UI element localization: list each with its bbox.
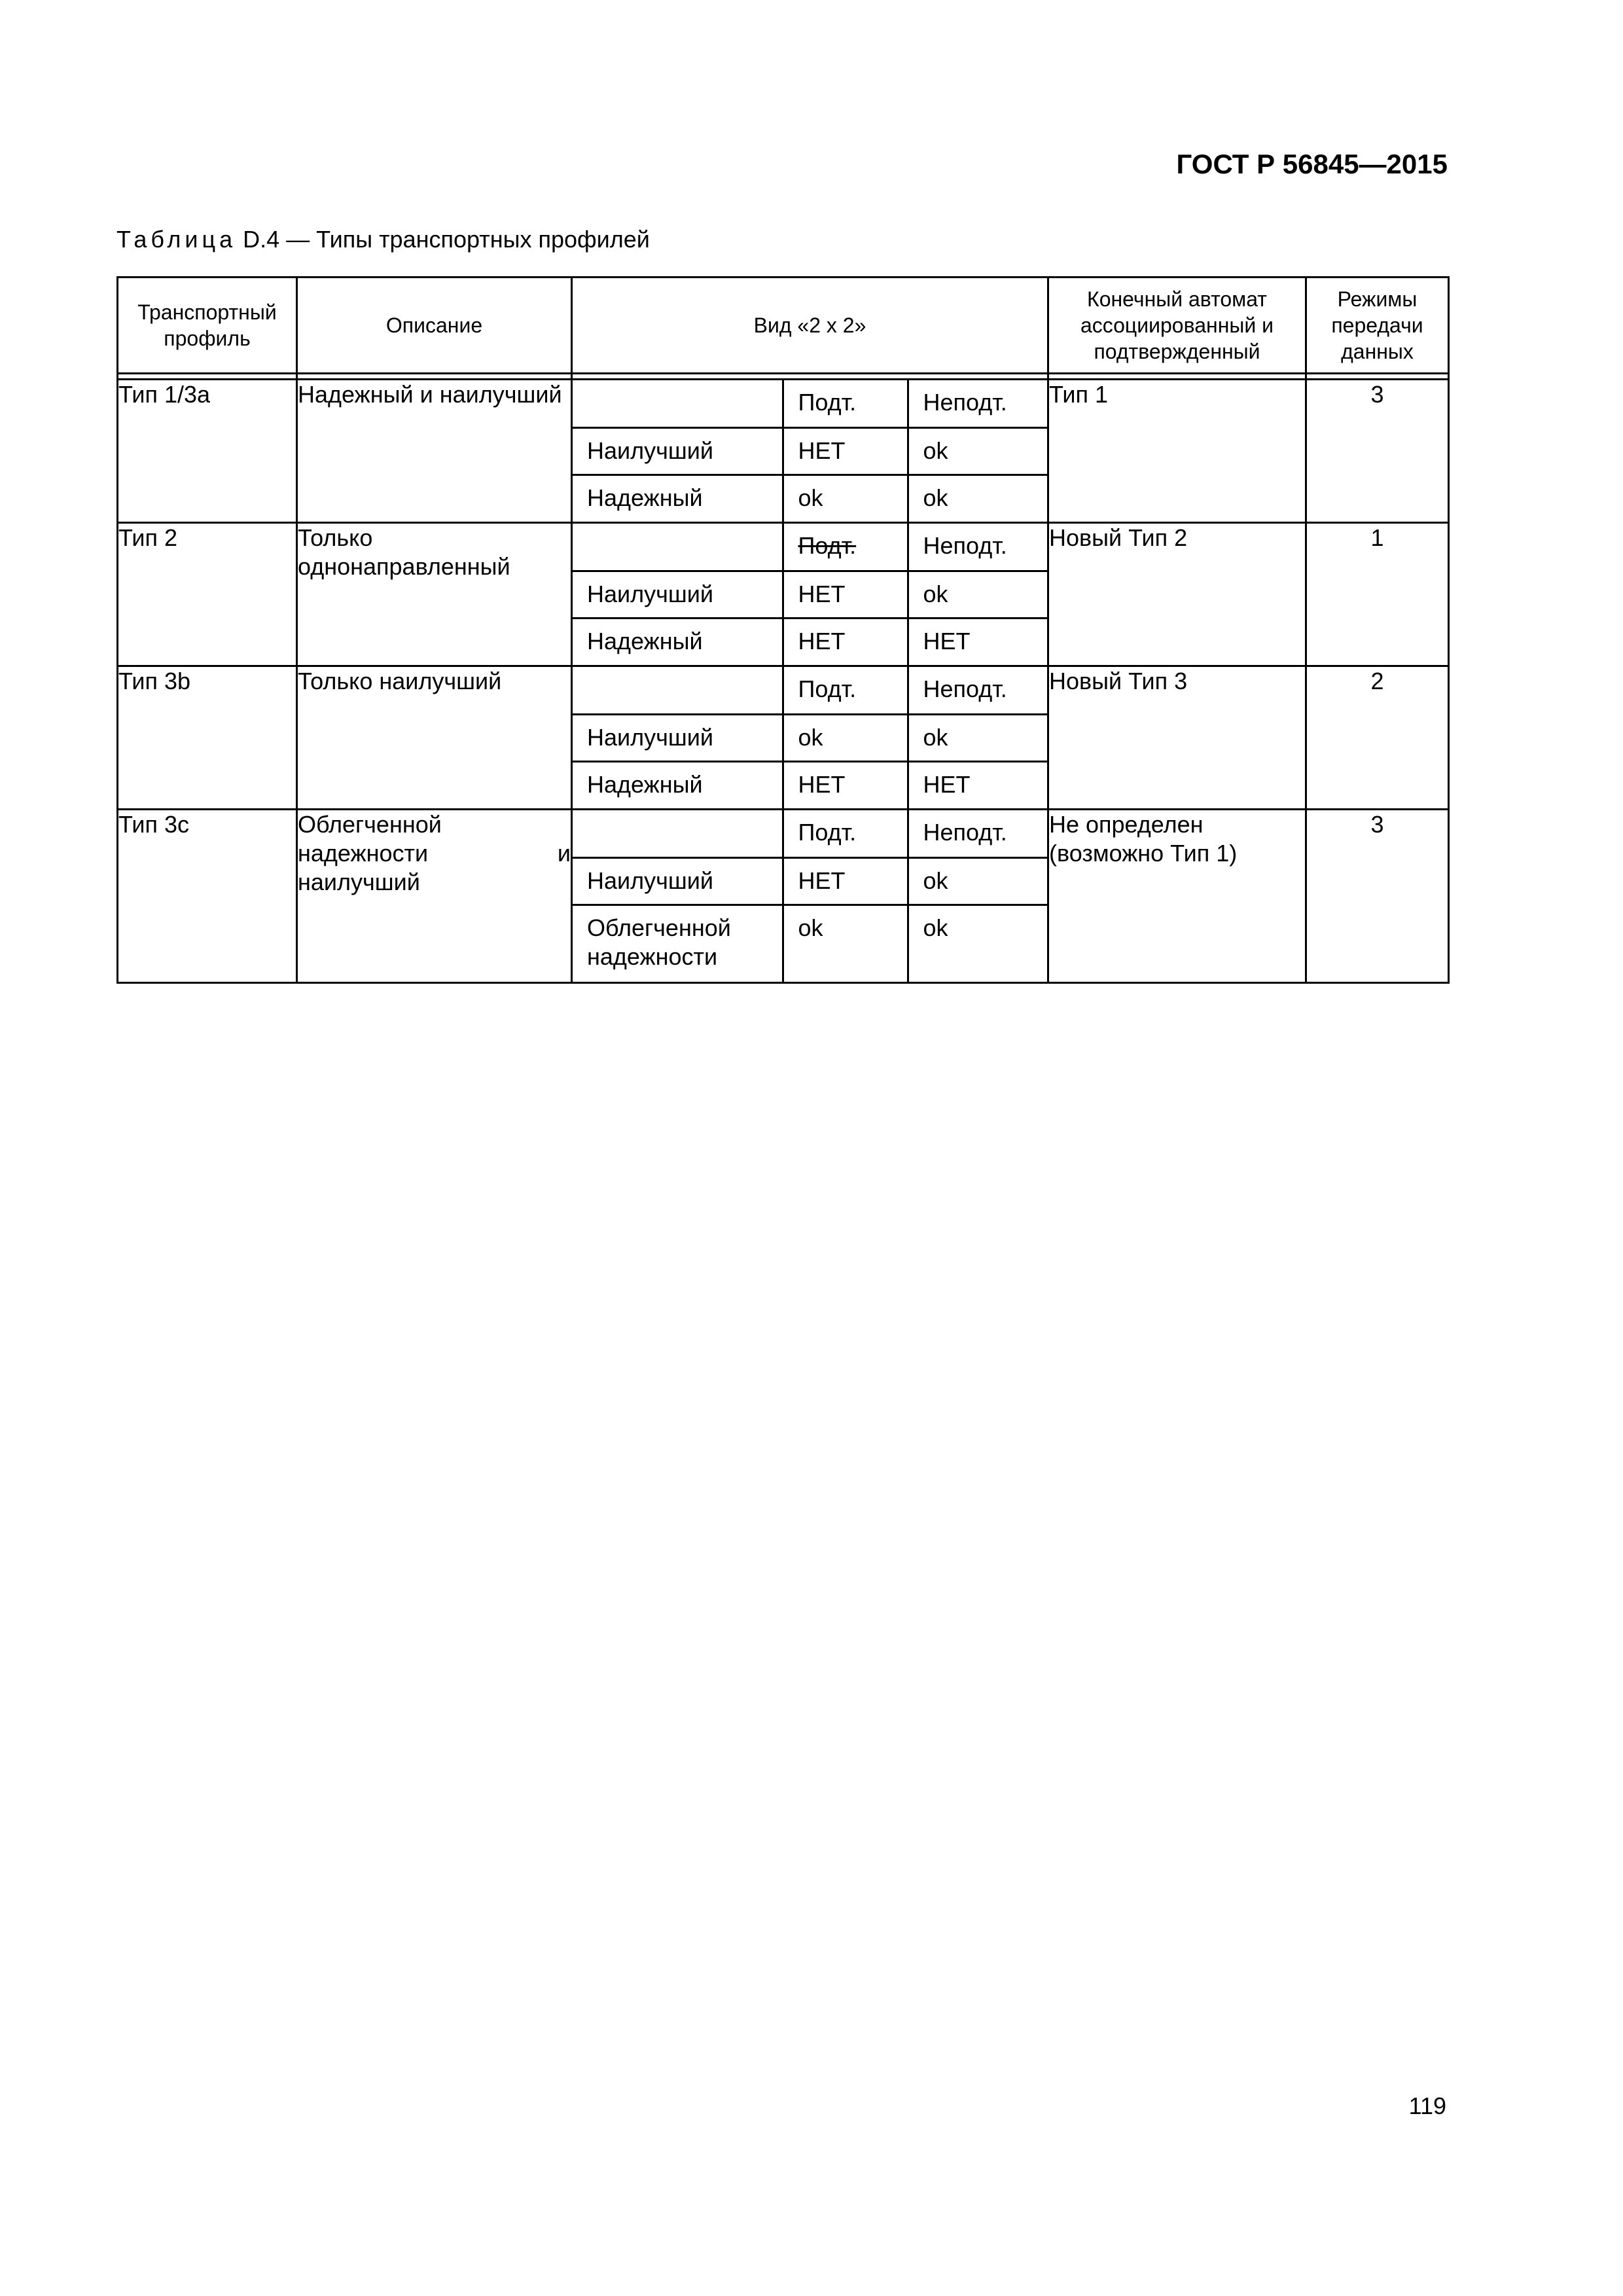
description-text: Надежный и наилучший <box>298 381 562 408</box>
grid-cell: Неподт. <box>908 810 1049 857</box>
profile-cell: Тип 1/3a <box>118 380 297 523</box>
grid-cell: Облегченной надежности <box>573 905 783 982</box>
grid-cell: Неподт. <box>908 524 1049 571</box>
automaton-cell: Новый Тип 2 <box>1048 523 1306 666</box>
view-grid <box>573 524 1049 665</box>
grid-cell: ok <box>783 905 908 982</box>
view-grid <box>573 380 1049 522</box>
table-caption-label: Таблица <box>116 226 237 253</box>
grid-cell: Надежный <box>573 475 783 522</box>
grid-cell: НЕТ <box>783 618 908 665</box>
column-header-view: Вид «2 х 2» <box>572 278 1048 374</box>
table-row <box>118 810 1449 983</box>
grid-cell: ok <box>783 714 908 761</box>
description-cell <box>297 380 572 523</box>
grid-cell <box>573 380 783 427</box>
automaton-cell: Новый Тип 3 <box>1048 666 1306 810</box>
description-cell <box>297 810 572 983</box>
modes-cell: 3 <box>1306 380 1449 523</box>
grid-cell <box>573 524 783 571</box>
grid-cell: Надежный <box>573 761 783 808</box>
description-cell <box>297 666 572 810</box>
grid-cell: ok <box>923 484 948 511</box>
view-grid-cell <box>572 380 1048 523</box>
grid-cell: Надежный <box>573 618 783 665</box>
grid-cell: Подт. <box>783 810 908 857</box>
column-header-modes: Режимы передачи данных <box>1306 278 1449 374</box>
grid-cell: ok <box>908 857 1049 905</box>
description-text: Облегченной надежности и наилучший <box>298 811 571 895</box>
struck-text: Подт. <box>798 532 857 559</box>
description-text: Только однонаправленный <box>298 524 510 580</box>
table-row <box>118 666 1449 810</box>
grid-cell: Подт. <box>783 380 908 427</box>
grid-cell: ok <box>908 714 1049 761</box>
automaton-cell: Не определен (возможно Тип 1) <box>1048 810 1306 983</box>
transport-profiles-table <box>116 276 1450 984</box>
table-caption-text: D.4 — Типы транспортных профилей <box>236 226 650 253</box>
grid-cell <box>573 810 783 857</box>
description-text: Только наилучший <box>298 668 502 694</box>
grid-cell: Наилучший <box>573 571 783 618</box>
page-number: 119 <box>1408 2092 1446 2119</box>
grid-cell: НЕТ <box>783 427 908 475</box>
grid-cell: ok <box>908 571 1049 618</box>
table-header-row <box>118 278 1449 374</box>
grid-cell: НЕТ <box>783 571 908 618</box>
column-header-profile: Транспортный профиль <box>118 278 297 374</box>
view-grid-cell <box>572 810 1048 983</box>
view-grid-cell <box>572 666 1048 810</box>
grid-cell: Наилучший <box>573 427 783 475</box>
grid-cell: НЕТ <box>923 627 971 655</box>
grid-cell: ok <box>908 427 1049 475</box>
grid-cell: ok <box>783 475 908 522</box>
grid-cell: Неподт. <box>908 380 1049 427</box>
column-header-description: Описание <box>297 278 572 374</box>
description-cell <box>297 523 572 666</box>
document-code: ГОСТ Р 56845—2015 <box>1176 149 1448 179</box>
view-grid-cell <box>572 523 1048 666</box>
modes-cell: 3 <box>1306 810 1449 983</box>
view-grid <box>573 667 1049 808</box>
grid-cell: ok <box>923 914 948 941</box>
table-row <box>118 523 1449 666</box>
profile-cell: Тип 2 <box>118 523 297 666</box>
profile-cell: Тип 3c <box>118 810 297 983</box>
grid-cell: Наилучший <box>573 714 783 761</box>
grid-cell <box>573 667 783 714</box>
grid-cell: НЕТ <box>783 857 908 905</box>
profile-cell: Тип 3b <box>118 666 297 810</box>
automaton-cell: Тип 1 <box>1048 380 1306 523</box>
modes-cell: 1 <box>1306 523 1449 666</box>
grid-cell: Неподт. <box>908 667 1049 714</box>
table-row <box>118 380 1449 523</box>
grid-cell-struck <box>783 524 908 571</box>
modes-cell: 2 <box>1306 666 1449 810</box>
view-grid <box>573 810 1049 982</box>
grid-cell: НЕТ <box>783 761 908 808</box>
grid-cell: Наилучший <box>573 857 783 905</box>
table-caption <box>116 225 650 254</box>
header-separator <box>118 374 1449 380</box>
grid-cell: Подт. <box>783 667 908 714</box>
column-header-automaton: Конечный автомат ассоциированный и подтвержденный <box>1048 278 1306 374</box>
grid-cell: НЕТ <box>923 770 971 798</box>
